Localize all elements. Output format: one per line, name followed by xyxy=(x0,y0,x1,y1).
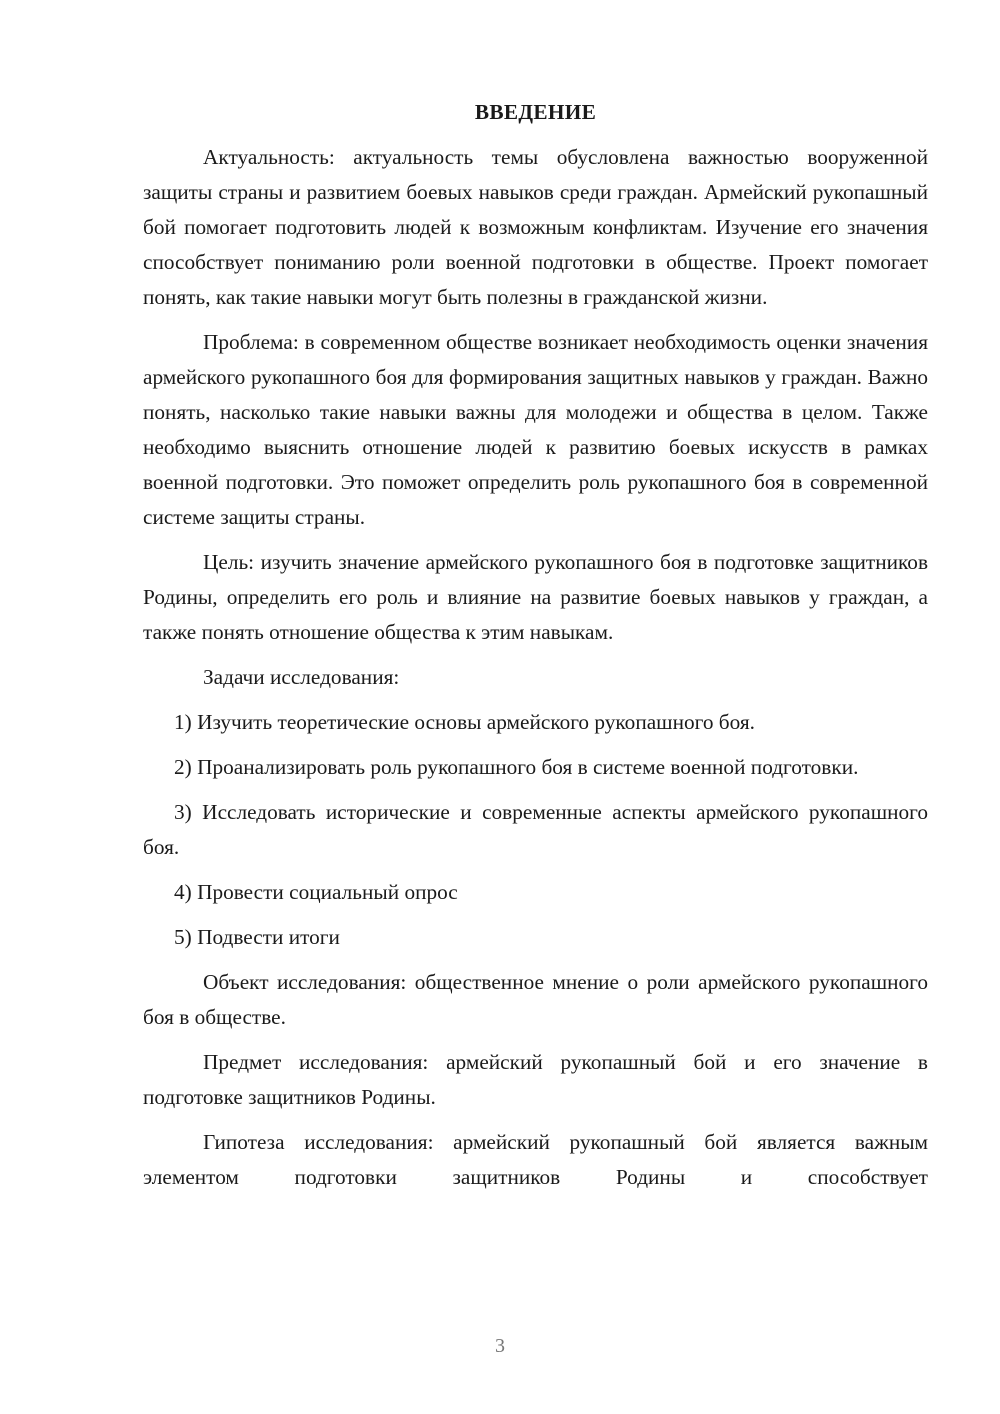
task-item: 1) Изучить теоретические основы армейского рукопашного боя. xyxy=(174,710,756,734)
document-page xyxy=(143,95,928,1205)
object-paragraph: Объект исследования: общественное мнение о роли армейского рукопашного боя в обществе. xyxy=(143,970,928,1029)
tasks-heading: Задачи исследования: xyxy=(203,665,400,689)
hypothesis-paragraph: Гипотеза исследования: армейский рукопашный бой является важным элементом подготовки защитников Родины и способствует xyxy=(143,1130,928,1189)
problem-paragraph: Проблема: в современном обществе возникает необходимость оценки значения армейского рукопашного боя для формирования защитных навыков у граждан. Важно понять, насколько такие навыки важны для молодежи и общества в целом. Также необходимо выяснить отношение людей к развитию боевых искусств в рамках военной подготовки. Это поможет определить роль рукопашного боя в современной системе защиты страны. xyxy=(143,330,928,529)
subject-paragraph: Предмет исследования: армейский рукопашный бой и его значение в подготовке защитников Родины. xyxy=(143,1050,928,1109)
section-heading: ВВЕДЕНИЕ xyxy=(474,100,597,124)
goal-paragraph: Цель: изучить значение армейского рукопашного боя в подготовке защитников Родины, определить его роль и влияние на развитие боевых навыков у граждан, а также понять отношение общества к этим навыкам. xyxy=(143,550,928,644)
page-number: 3 xyxy=(495,1335,505,1357)
task-item: 2) Проанализировать роль рукопашного боя в системе военной подготовки. xyxy=(174,755,859,779)
relevance-paragraph: Актуальность: актуальность темы обусловлена важностью вооруженной защиты страны и развитием боевых навыков среди граждан. Армейский рукопашный бой помогает подготовить людей к возможным конфликтам. Изучение его значения способствует пониманию роли военной подготовки в обществе. Проект помогает понять, как такие навыки могут быть полезны в гражданской жизни. xyxy=(143,145,928,309)
task-item: 5) Подвести итоги xyxy=(174,925,340,949)
task-item: 4) Провести социальный опрос xyxy=(174,880,458,904)
task-item: 3) Исследовать исторические и современные аспекты армейского рукопашного боя. xyxy=(143,800,928,859)
